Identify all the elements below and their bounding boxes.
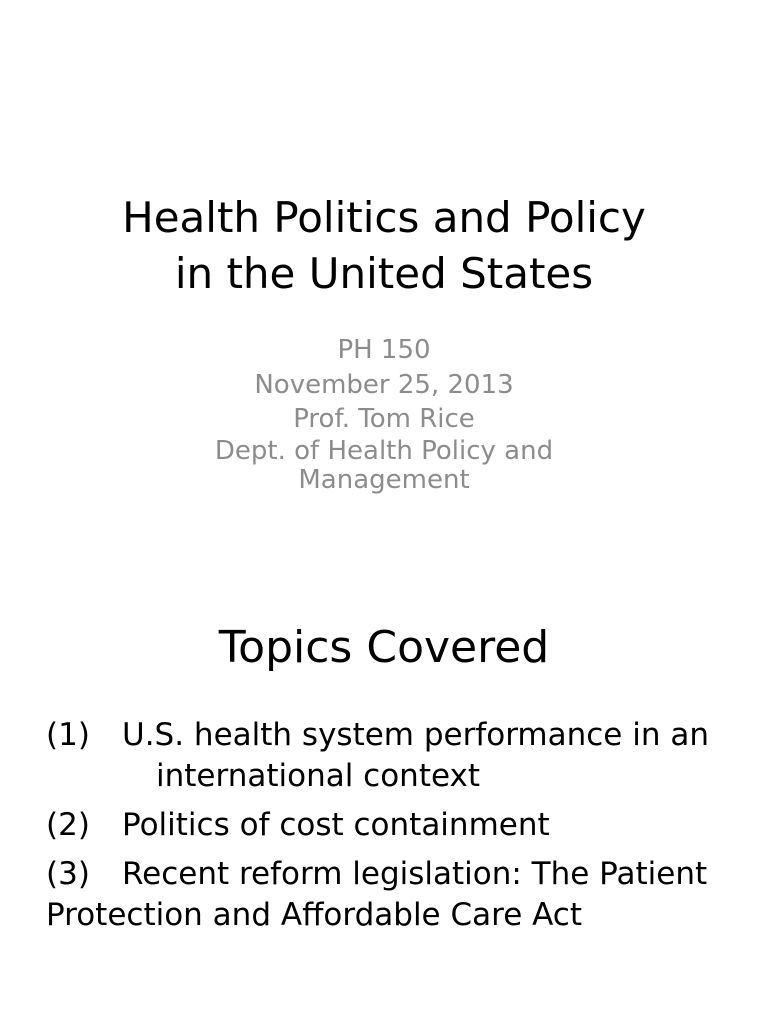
title-line-1: Health Politics and Policy [122,193,646,242]
lecture-date: November 25, 2013 [254,369,514,400]
topic-item-3 [46,854,746,936]
topics-slide [0,560,768,1024]
topic-text: Politics of cost containment [122,807,550,843]
slide-title [0,190,768,302]
topic-item-2 [46,805,746,846]
professor-name: Prof. Tom Rice [293,404,475,434]
course-code: PH 150 [337,335,431,365]
department-name: Dept. of Health Policy and Management [214,435,554,495]
topic-text-continued: Protection and Affordable Care Act [46,897,582,933]
topic-list [46,715,746,944]
topic-text: U.S. health system performance in an [122,717,709,753]
topic-number: (1) [46,717,90,753]
topic-text: Recent reform legislation: The Patient [122,856,708,892]
topic-item-1 [46,715,746,797]
topic-number: (3) [46,856,90,892]
title-line-2: in the United States [174,249,594,298]
slide-subtitle [0,333,768,495]
topic-number: (2) [46,807,90,843]
topic-text-continued: international context [156,758,481,794]
topics-title: Topics Covered [218,622,550,673]
